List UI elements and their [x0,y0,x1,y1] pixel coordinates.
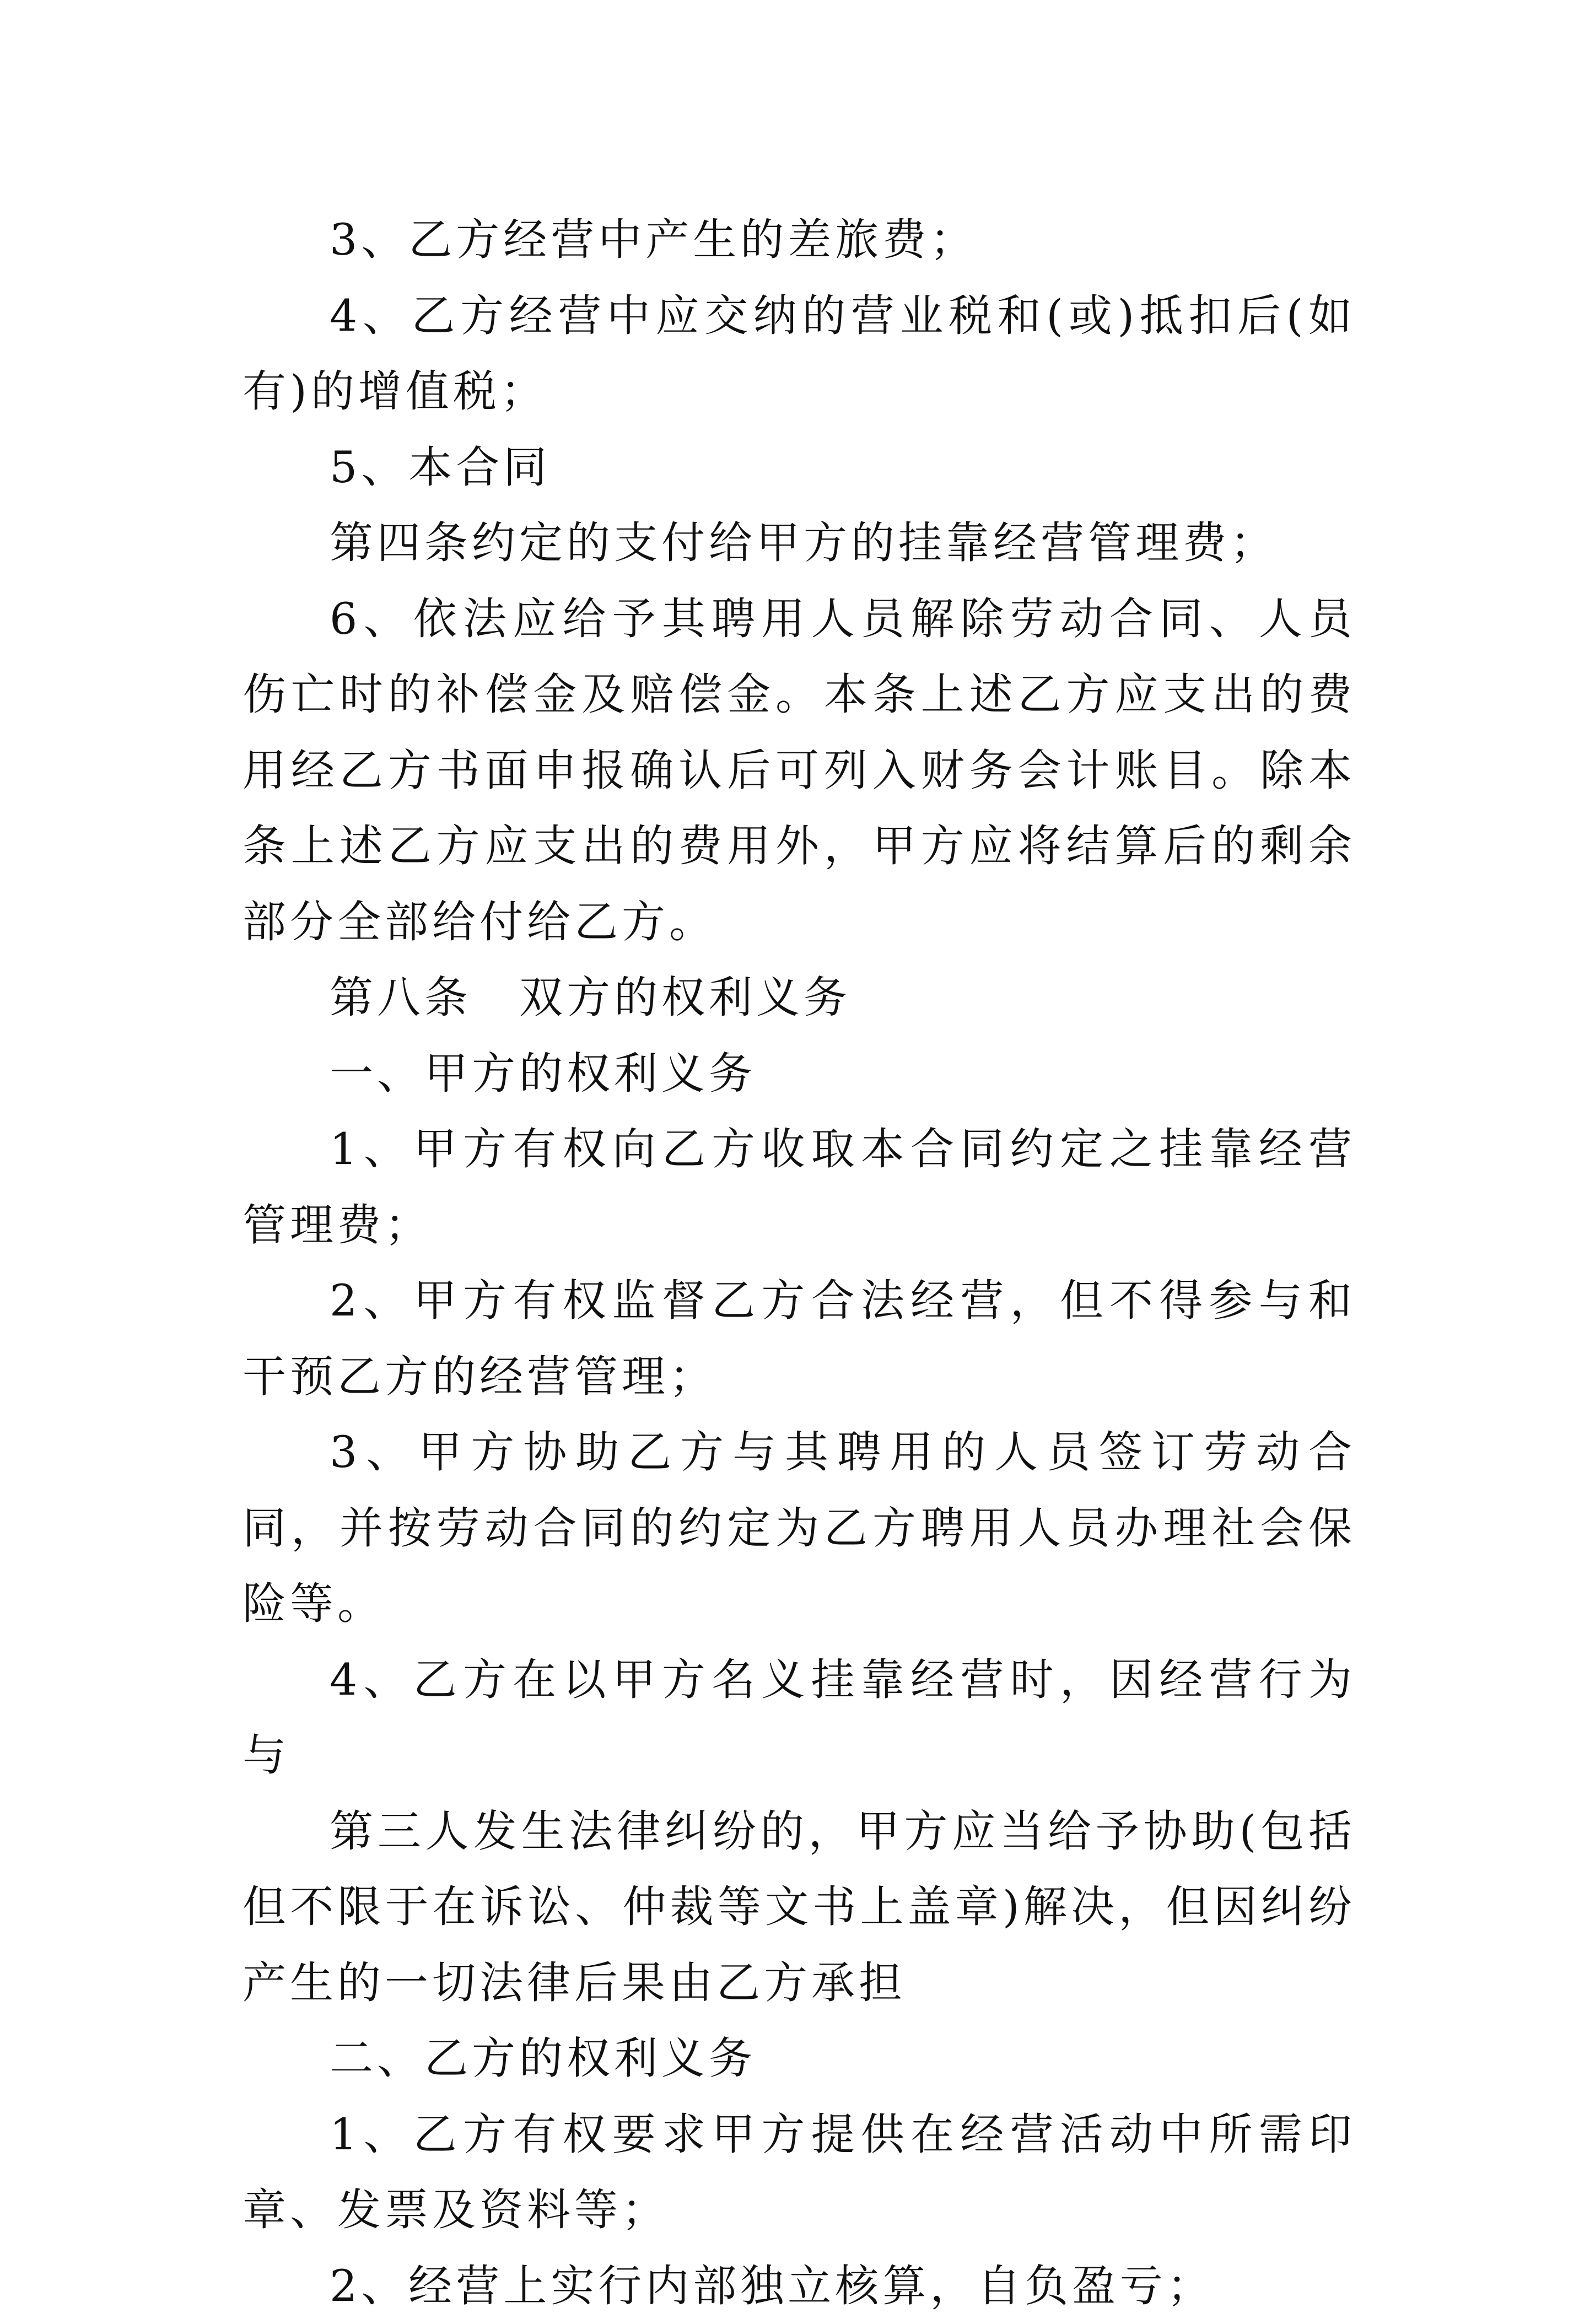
paragraph-business-tax: 4、乙方经营中应交纳的营业税和(或)抵扣后(如有)的增值税； [243,278,1356,430]
paragraph-party-a-right-4: 4、乙方在以甲方名义挂靠经营时，因经营行为与 [243,1642,1356,1794]
paragraph-travel-expenses: 3、乙方经营中产生的差旅费； [243,202,1356,278]
paragraph-party-a-right-4-cont: 第三人发生法律纠纷的，甲方应当给予协助(包括但不限于在诉讼、仲裁等文书上盖章)解决，但因纠纷产生的一切法律后果由乙方承担 [243,1794,1356,2021]
section-party-b-heading: 二、乙方的权利义务 [243,2021,1356,2097]
paragraph-party-b-right-1: 1、乙方有权要求甲方提供在经营活动中所需印章、发票及资料等； [243,2097,1356,2248]
paragraph-party-b-right-2: 2、经营上实行内部独立核算，自负盈亏； [243,2248,1356,2324]
paragraph-party-a-right-1: 1、甲方有权向乙方收取本合同约定之挂靠经营管理费； [243,1112,1356,1263]
article-eight-heading: 第八条 双方的权利义务 [243,960,1356,1036]
paragraph-party-a-right-2: 2、甲方有权监督乙方合法经营，但不得参与和干预乙方的经营管理； [243,1263,1356,1415]
paragraph-this-contract: 5、本合同 [243,430,1356,506]
paragraph-management-fee: 第四条约定的支付给甲方的挂靠经营管理费； [243,505,1356,581]
document-body [243,202,1356,2324]
section-party-a-heading: 一、甲方的权利义务 [243,1036,1356,1112]
paragraph-compensation: 6、依法应给予其聘用人员解除劳动合同、人员伤亡时的补偿金及赔偿金。本条上述乙方应支出的费用经乙方书面申报确认后可列入财务会计账目。除本条上述乙方应支出的费用外，甲方应将结算后的剩余部分全部给付给乙方。 [243,581,1356,961]
paragraph-party-a-right-3: 3、甲方协助乙方与其聘用的人员签订劳动合同，并按劳动合同的约定为乙方聘用人员办理社会保险等。 [243,1415,1356,1642]
